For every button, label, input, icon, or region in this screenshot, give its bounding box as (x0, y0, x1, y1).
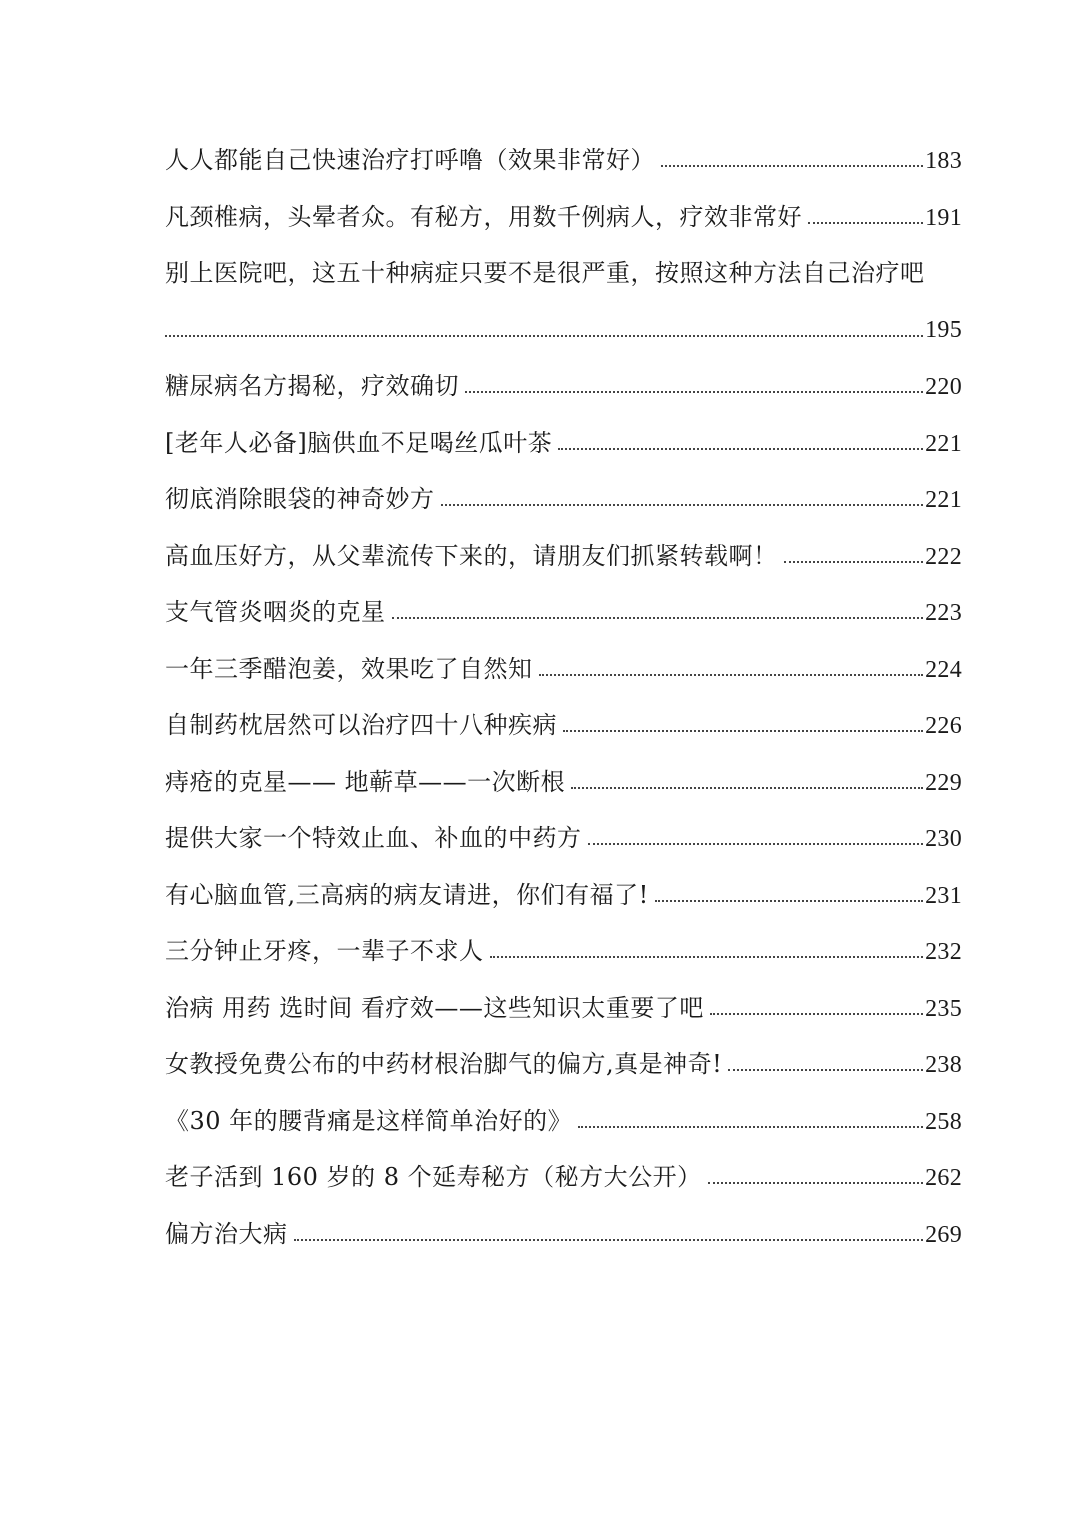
dot-leader (165, 333, 923, 337)
toc-page-number: 258 (925, 1108, 962, 1135)
dot-leader (708, 1180, 924, 1184)
toc-page-number: 195 (925, 316, 962, 343)
toc-entry-title: 《30 年的腰背痛是这样简单治好的》 (165, 1106, 573, 1135)
toc-entry-title: 彻底消除眼袋的神奇妙方 (165, 485, 435, 513)
toc-entry-title: 痔疮的克星—— 地蕲草——一次断根 (165, 767, 566, 796)
toc-page-number: 183 (925, 148, 962, 174)
toc-entry-title: 凡颈椎病，头晕者众。有秘方，用数千例病人，疗效非常好 (165, 202, 802, 231)
toc-page-number: 223 (925, 600, 962, 626)
toc-page-number: 230 (925, 826, 962, 852)
dot-leader (294, 1237, 924, 1241)
toc-entry[interactable] (165, 245, 962, 358)
dot-leader (571, 785, 923, 789)
toc-entry-title: 高血压好方，从父辈流传下来的，请朋友们抓紧转载啊！ (165, 541, 778, 570)
dot-leader (490, 954, 924, 958)
toc-entry-title: 人人都能自己快速治疗打呼噜（效果非常好） (165, 146, 655, 174)
toc-entry[interactable] (165, 1149, 962, 1206)
dot-leader (539, 672, 924, 676)
toc-entry-title: [老年人必备]脑供血不足喝丝瓜叶茶 (165, 428, 553, 457)
toc-entry[interactable] (165, 528, 962, 585)
toc-page-number: 262 (925, 1165, 962, 1191)
toc-entry[interactable] (165, 189, 962, 246)
toc-page-number: 232 (925, 939, 962, 965)
toc-entry[interactable] (165, 358, 962, 415)
toc-page-number: 224 (925, 656, 962, 683)
toc-page-number: 220 (925, 374, 962, 400)
toc-page-number: 222 (925, 543, 962, 570)
toc-entry[interactable] (165, 754, 962, 811)
dot-leader (578, 1124, 923, 1128)
toc-entry[interactable] (165, 471, 962, 528)
dot-leader (465, 389, 923, 393)
dot-leader (784, 559, 924, 563)
table-of-contents (165, 132, 962, 1262)
toc-entry[interactable] (165, 923, 962, 980)
toc-entry[interactable] (165, 415, 962, 472)
toc-entry-title: 老子活到 160 岁的 8 个延寿秘方（秘方大公开） (165, 1163, 702, 1191)
toc-page-number: 221 (925, 487, 962, 513)
toc-entry[interactable] (165, 1093, 962, 1150)
toc-page-number: 191 (925, 204, 962, 231)
dot-leader (655, 898, 923, 902)
toc-entry-title: 自制药枕居然可以治疗四十八种疾病 (165, 711, 557, 739)
toc-page-number: 238 (925, 1052, 962, 1078)
toc-entry[interactable] (165, 980, 962, 1037)
dot-leader (558, 446, 923, 450)
toc-entry[interactable] (165, 1036, 962, 1093)
toc-entry-title: 一年三季醋泡姜，效果吃了自然知 (165, 654, 533, 683)
toc-entry-title: 支气管炎咽炎的克星 (165, 598, 386, 626)
dot-leader (728, 1067, 923, 1071)
dot-leader (392, 615, 924, 619)
dot-leader (588, 841, 924, 845)
dot-leader (710, 1011, 923, 1015)
toc-page-number: 231 (925, 882, 962, 909)
toc-page-number: 235 (925, 995, 962, 1022)
dot-leader (661, 163, 923, 167)
toc-entry-title: 偏方治大病 (165, 1219, 288, 1248)
toc-page-number: 269 (925, 1221, 962, 1248)
toc-entry[interactable] (165, 132, 962, 189)
toc-entry-title: 三分钟止牙疼，一辈子不求人 (165, 937, 484, 965)
toc-entry-title: 有心脑血管,三高病的病友请进，你们有福了! (165, 880, 649, 909)
toc-entry[interactable] (165, 584, 962, 641)
toc-entry[interactable] (165, 810, 962, 867)
toc-entry[interactable] (165, 641, 962, 698)
dot-leader (808, 220, 923, 224)
toc-entry-title: 糖尿病名方揭秘，疗效确切 (165, 372, 459, 400)
toc-page-number: 226 (925, 713, 962, 739)
toc-entry-title: 治病 用药 选时间 看疗效——这些知识太重要了吧 (165, 993, 704, 1022)
dot-leader (563, 728, 923, 732)
toc-entry-title: 提供大家一个特效止血、补血的中药方 (165, 824, 582, 852)
toc-entry-title: 女教授免费公布的中药材根治脚气的偏方,真是神奇! (165, 1050, 723, 1078)
toc-entry-title: 别上医院吧，这五十种病症只要不是很严重，按照这种方法自己治疗吧 (165, 259, 925, 287)
dot-leader (441, 502, 924, 506)
toc-page-number: 229 (925, 769, 962, 796)
toc-entry[interactable] (165, 867, 962, 924)
toc-page-number: 221 (925, 430, 962, 457)
toc-entry[interactable] (165, 1206, 962, 1263)
toc-entry[interactable] (165, 697, 962, 754)
